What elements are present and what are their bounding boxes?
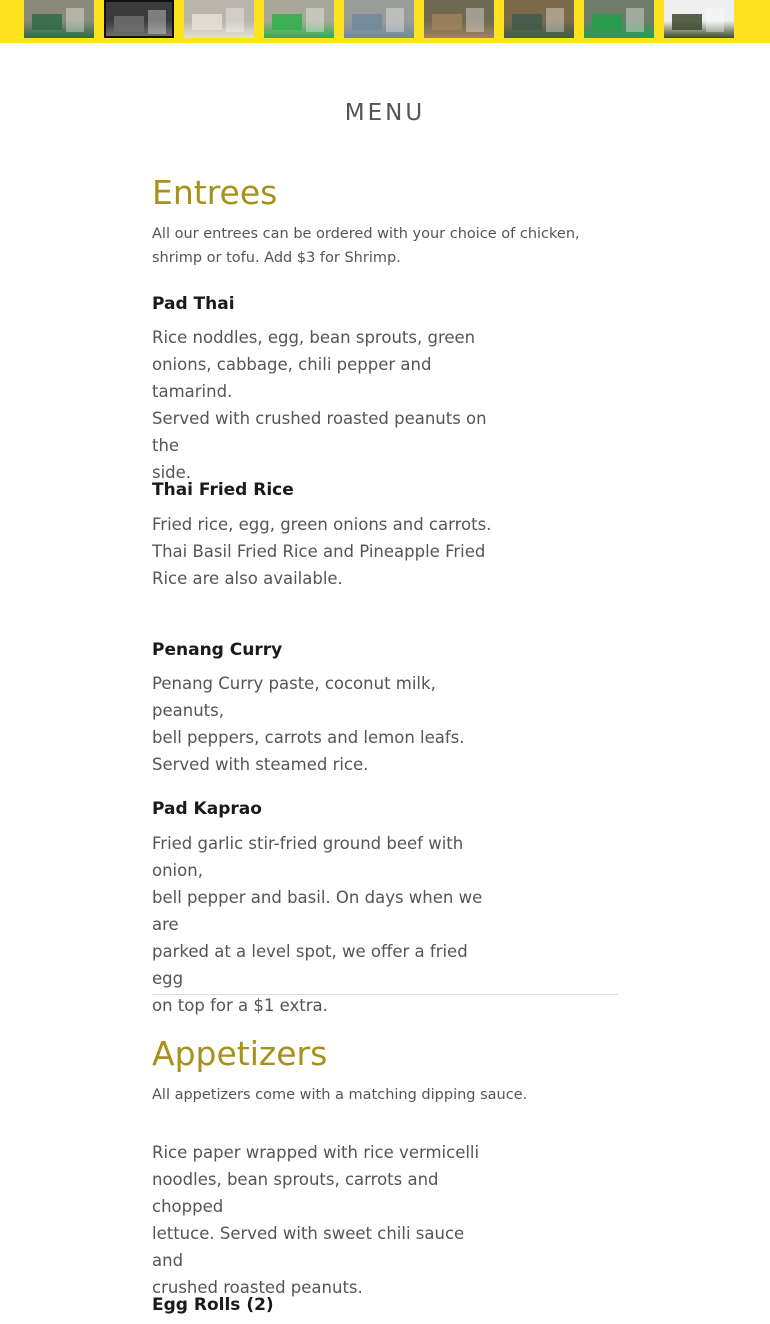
- menu-item-name: Penang Curry: [152, 640, 283, 660]
- menu-item-name: Pad Thai: [152, 294, 235, 314]
- menu-item-name: Pad Kaprao: [152, 799, 262, 819]
- outdoor-tables-photo[interactable]: [504, 0, 574, 38]
- vendor-cooking-photo[interactable]: [104, 0, 174, 38]
- sidewalk-sign-photo[interactable]: [184, 0, 254, 38]
- dish-closeup-photo[interactable]: [664, 0, 734, 38]
- section-title-appetizers: Appetizers: [152, 1034, 328, 1073]
- crowd-eating-photo[interactable]: [344, 0, 414, 38]
- menu-item-description: Rice paper wrapped with rice vermicelli noodles, bean sprouts, carrots and chopped lettuce. Served with sweet chili sauce and crushed roasted peanuts.: [152, 1143, 480, 1297]
- truck-green-chairs-photo[interactable]: [264, 0, 334, 38]
- menu-item-name: Egg Rolls (2): [152, 1295, 274, 1315]
- food-truck-photo[interactable]: [24, 0, 94, 38]
- photo-gallery-strip: [0, 0, 770, 43]
- menu-item-description: Fried rice, egg, green onions and carrots. Thai Basil Fried Rice and Pineapple Fried Rice are also available.: [152, 515, 492, 588]
- menu-heading: MENU: [344, 100, 426, 126]
- truck-side-photo[interactable]: [584, 0, 654, 38]
- section-note-appetizers: All appetizers come with a matching dipping sauce.: [152, 1087, 528, 1103]
- section-divider: [152, 994, 618, 995]
- section-note-entrees: All our entrees can be ordered with your choice of chicken, shrimp or tofu. Add $3 for Shrimp.: [152, 226, 580, 266]
- section-title-entrees: Entrees: [152, 173, 278, 212]
- menu-item-description: Rice noddles, egg, bean sprouts, green onions, cabbage, chili pepper and tamarind. Served with crushed roasted peanuts on the side.: [152, 328, 487, 482]
- menu-item-description: Fried garlic stir-fried ground beef with onion, bell pepper and basil. On days when we are parked at a level spot, we offer a fried egg on top for a $1 extra.: [152, 834, 483, 1015]
- menu-item-description: Penang Curry paste, coconut milk, peanuts, bell peppers, carrots and lemon leafs. Served with steamed rice.: [152, 674, 465, 774]
- menu-item-name: Thai Fried Rice: [152, 480, 294, 500]
- street-crowd-photo[interactable]: [424, 0, 494, 38]
